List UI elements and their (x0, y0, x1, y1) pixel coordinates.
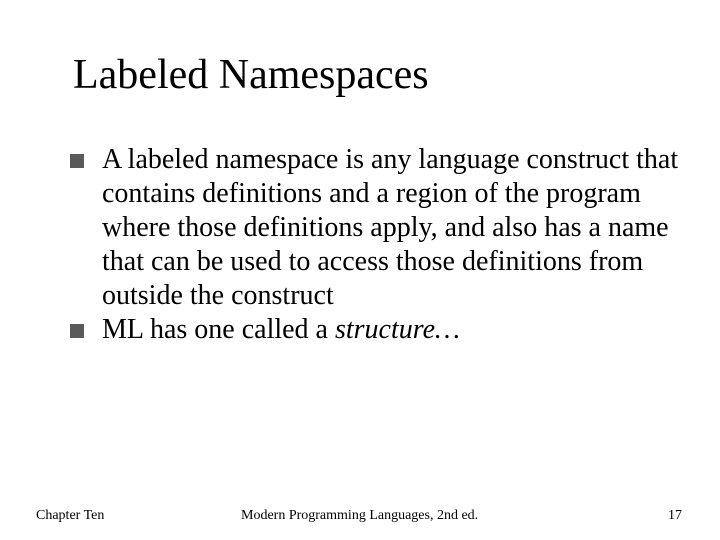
bullet-list (70, 143, 690, 347)
bullet-text-prefix: ML has one called a (102, 314, 335, 345)
square-bullet-icon (70, 154, 84, 168)
footer-page-number: 17 (668, 508, 682, 523)
bullet-item (70, 313, 690, 347)
footer-book-title: Modern Programming Languages, 2nd ed. (241, 508, 479, 523)
square-bullet-icon (70, 324, 84, 338)
slide-title: Labeled Namespaces (73, 52, 429, 98)
bullet-item (70, 143, 690, 313)
bullet-text-emphasis: structure… (334, 314, 460, 345)
footer-chapter: Chapter Ten (36, 508, 105, 523)
bullet-text: A labeled namespace is any language construct that contains definitions and a region of the program where those definitions apply, and also has a name that can be used to access those definitions from outside the construct (102, 144, 679, 311)
